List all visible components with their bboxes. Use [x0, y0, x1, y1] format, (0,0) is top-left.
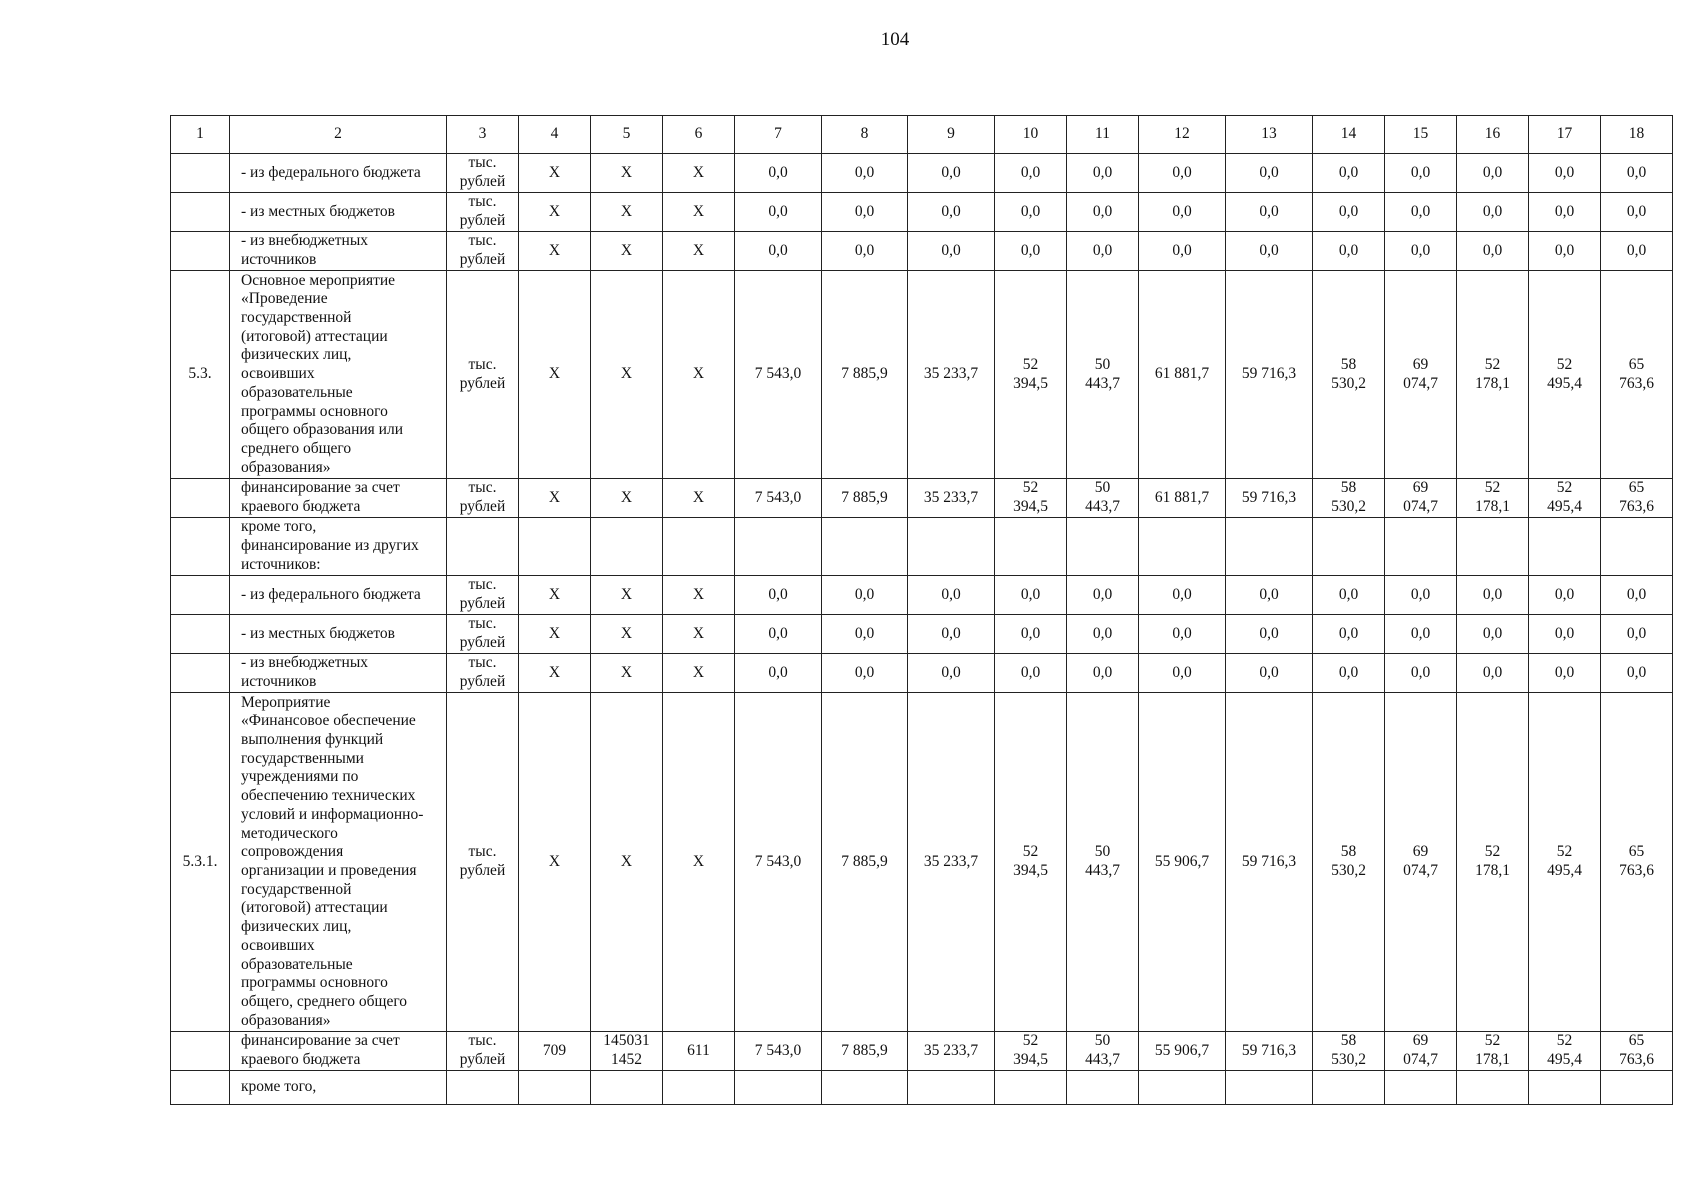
description-cell: Основное мероприятие «Проведение государственной (итоговой) аттестации физических лиц, освоивших образовательные программы основного общего образования или среднего общего образования»: [230, 271, 447, 479]
description-cell: кроме того,: [230, 1071, 447, 1105]
column-header: 15: [1385, 116, 1457, 154]
value-cell: [1226, 1071, 1313, 1105]
column-header: 14: [1313, 116, 1385, 154]
value-cell: [1313, 1071, 1385, 1105]
value-cell: 0,0: [908, 654, 995, 693]
value-cell: 0,0: [995, 232, 1067, 271]
row-number-cell: [171, 232, 230, 271]
value-cell: 0,0: [1139, 154, 1226, 193]
value-cell: 0,0: [1313, 654, 1385, 693]
value-cell: 0,0: [995, 154, 1067, 193]
value-cell: X: [519, 193, 591, 232]
value-cell: X: [591, 693, 663, 1032]
value-cell: 709: [519, 1032, 591, 1071]
value-cell: 0,0: [1067, 154, 1139, 193]
value-cell: 0,0: [1313, 232, 1385, 271]
value-cell: 0,0: [1529, 154, 1601, 193]
value-cell: [1601, 1071, 1673, 1105]
value-cell: 0,0: [1385, 232, 1457, 271]
value-cell: [1601, 518, 1673, 576]
value-cell: 0,0: [1313, 615, 1385, 654]
value-cell: 0,0: [908, 154, 995, 193]
description-cell: - из федерального бюджета: [230, 154, 447, 193]
value-cell: 58 530,2: [1313, 693, 1385, 1032]
value-cell: [735, 518, 822, 576]
value-cell: 65 763,6: [1601, 1032, 1673, 1071]
value-cell: 55 906,7: [1139, 693, 1226, 1032]
value-cell: X: [663, 693, 735, 1032]
value-cell: 0,0: [735, 232, 822, 271]
value-cell: 0,0: [1385, 193, 1457, 232]
value-cell: [663, 1071, 735, 1105]
unit-cell: тыс. рублей: [447, 693, 519, 1032]
value-cell: [822, 518, 908, 576]
column-header: 1: [171, 116, 230, 154]
value-cell: 0,0: [1529, 193, 1601, 232]
value-cell: 0,0: [735, 654, 822, 693]
value-cell: [519, 1071, 591, 1105]
value-cell: [1067, 518, 1139, 576]
row-number-cell: 5.3.: [171, 271, 230, 479]
unit-cell: тыс. рублей: [447, 576, 519, 615]
unit-cell: тыс. рублей: [447, 654, 519, 693]
value-cell: 0,0: [1385, 654, 1457, 693]
value-cell: 0,0: [1313, 193, 1385, 232]
table-row: [171, 576, 1673, 615]
value-cell: X: [519, 154, 591, 193]
value-cell: X: [519, 693, 591, 1032]
value-cell: X: [591, 654, 663, 693]
value-cell: 0,0: [735, 615, 822, 654]
unit-cell: тыс. рублей: [447, 271, 519, 479]
value-cell: 0,0: [1139, 615, 1226, 654]
value-cell: 50 443,7: [1067, 1032, 1139, 1071]
value-cell: 0,0: [735, 193, 822, 232]
value-cell: 58 530,2: [1313, 479, 1385, 518]
page-number: 104: [880, 29, 910, 50]
value-cell: 0,0: [1457, 154, 1529, 193]
value-cell: [1313, 518, 1385, 576]
value-cell: 52 394,5: [995, 479, 1067, 518]
column-header: 10: [995, 116, 1067, 154]
value-cell: X: [519, 654, 591, 693]
header-row: [171, 116, 1673, 154]
value-cell: 58 530,2: [1313, 1032, 1385, 1071]
value-cell: X: [519, 271, 591, 479]
value-cell: X: [591, 615, 663, 654]
value-cell: 0,0: [1139, 654, 1226, 693]
value-cell: 0,0: [822, 193, 908, 232]
column-header: 13: [1226, 116, 1313, 154]
value-cell: [995, 518, 1067, 576]
value-cell: 0,0: [1601, 232, 1673, 271]
value-cell: 0,0: [1139, 576, 1226, 615]
table-row: [171, 654, 1673, 693]
value-cell: 0,0: [735, 576, 822, 615]
value-cell: 59 716,3: [1226, 271, 1313, 479]
value-cell: 0,0: [822, 576, 908, 615]
value-cell: 145031 1452: [591, 1032, 663, 1071]
unit-cell: [447, 518, 519, 576]
value-cell: [908, 1071, 995, 1105]
value-cell: 7 543,0: [735, 1032, 822, 1071]
value-cell: 0,0: [822, 654, 908, 693]
value-cell: 59 716,3: [1226, 1032, 1313, 1071]
value-cell: 0,0: [908, 576, 995, 615]
row-number-cell: [171, 654, 230, 693]
value-cell: X: [663, 154, 735, 193]
value-cell: X: [591, 193, 663, 232]
unit-cell: тыс. рублей: [447, 1032, 519, 1071]
value-cell: 52 394,5: [995, 271, 1067, 479]
value-cell: 0,0: [1139, 193, 1226, 232]
value-cell: X: [663, 271, 735, 479]
column-header: 18: [1601, 116, 1673, 154]
value-cell: 0,0: [1601, 615, 1673, 654]
row-number-cell: [171, 1071, 230, 1105]
value-cell: [1067, 1071, 1139, 1105]
value-cell: X: [519, 615, 591, 654]
value-cell: 61 881,7: [1139, 479, 1226, 518]
unit-cell: тыс. рублей: [447, 193, 519, 232]
value-cell: 0,0: [1529, 615, 1601, 654]
value-cell: 7 543,0: [735, 479, 822, 518]
value-cell: 59 716,3: [1226, 693, 1313, 1032]
value-cell: 0,0: [1385, 154, 1457, 193]
value-cell: [1385, 518, 1457, 576]
description-cell: - из местных бюджетов: [230, 615, 447, 654]
row-number-cell: [171, 154, 230, 193]
value-cell: 0,0: [908, 615, 995, 654]
value-cell: 0,0: [1226, 654, 1313, 693]
table-row: [171, 518, 1673, 576]
value-cell: X: [591, 479, 663, 518]
value-cell: 0,0: [1067, 193, 1139, 232]
value-cell: X: [663, 576, 735, 615]
value-cell: [1529, 1071, 1601, 1105]
column-header: 8: [822, 116, 908, 154]
value-cell: 58 530,2: [1313, 271, 1385, 479]
value-cell: 0,0: [1529, 576, 1601, 615]
value-cell: 7 543,0: [735, 271, 822, 479]
value-cell: 0,0: [822, 154, 908, 193]
description-cell: - из федерального бюджета: [230, 576, 447, 615]
value-cell: 61 881,7: [1139, 271, 1226, 479]
value-cell: 0,0: [1529, 232, 1601, 271]
value-cell: X: [591, 232, 663, 271]
value-cell: 52 495,4: [1529, 1032, 1601, 1071]
table-row: [171, 615, 1673, 654]
value-cell: 0,0: [1457, 193, 1529, 232]
value-cell: 0,0: [1313, 576, 1385, 615]
value-cell: X: [663, 615, 735, 654]
value-cell: 7 885,9: [822, 271, 908, 479]
value-cell: 7 885,9: [822, 479, 908, 518]
value-cell: [1385, 1071, 1457, 1105]
value-cell: 7 885,9: [822, 1032, 908, 1071]
value-cell: 0,0: [735, 154, 822, 193]
column-header: 12: [1139, 116, 1226, 154]
unit-cell: тыс. рублей: [447, 479, 519, 518]
value-cell: 0,0: [908, 232, 995, 271]
value-cell: 0,0: [908, 193, 995, 232]
description-cell: финансирование за счет краевого бюджета: [230, 479, 447, 518]
value-cell: X: [663, 479, 735, 518]
table-row: [171, 1071, 1673, 1105]
column-header: 17: [1529, 116, 1601, 154]
unit-cell: тыс. рублей: [447, 232, 519, 271]
table-row: [171, 693, 1673, 1032]
value-cell: 69 074,7: [1385, 479, 1457, 518]
value-cell: 52 178,1: [1457, 271, 1529, 479]
unit-cell: [447, 1071, 519, 1105]
description-cell: - из внебюджетных источников: [230, 654, 447, 693]
row-number-cell: [171, 479, 230, 518]
value-cell: X: [519, 576, 591, 615]
value-cell: 35 233,7: [908, 693, 995, 1032]
value-cell: X: [591, 576, 663, 615]
value-cell: [1457, 1071, 1529, 1105]
value-cell: [995, 1071, 1067, 1105]
value-cell: 0,0: [1385, 576, 1457, 615]
value-cell: [735, 1071, 822, 1105]
value-cell: [591, 518, 663, 576]
value-cell: 0,0: [1529, 654, 1601, 693]
column-header: 4: [519, 116, 591, 154]
value-cell: [591, 1071, 663, 1105]
value-cell: 0,0: [995, 193, 1067, 232]
value-cell: 0,0: [1226, 193, 1313, 232]
value-cell: 0,0: [1457, 232, 1529, 271]
value-cell: X: [663, 232, 735, 271]
value-cell: [1139, 1071, 1226, 1105]
value-cell: 52 495,4: [1529, 693, 1601, 1032]
table-row: [171, 154, 1673, 193]
value-cell: 55 906,7: [1139, 1032, 1226, 1071]
column-header: 3: [447, 116, 519, 154]
table-row: [171, 1032, 1673, 1071]
value-cell: 0,0: [1067, 576, 1139, 615]
value-cell: X: [519, 232, 591, 271]
value-cell: X: [519, 479, 591, 518]
value-cell: 65 763,6: [1601, 479, 1673, 518]
table-body: [171, 116, 1673, 1105]
value-cell: 0,0: [1226, 615, 1313, 654]
table-row: [171, 479, 1673, 518]
column-header: 6: [663, 116, 735, 154]
value-cell: [1226, 518, 1313, 576]
value-cell: 69 074,7: [1385, 1032, 1457, 1071]
value-cell: 0,0: [1226, 576, 1313, 615]
value-cell: 0,0: [995, 576, 1067, 615]
value-cell: [1457, 518, 1529, 576]
value-cell: 52 178,1: [1457, 479, 1529, 518]
value-cell: 0,0: [822, 232, 908, 271]
description-cell: финансирование за счет краевого бюджета: [230, 1032, 447, 1071]
value-cell: 52 178,1: [1457, 693, 1529, 1032]
value-cell: 50 443,7: [1067, 479, 1139, 518]
value-cell: 0,0: [1601, 193, 1673, 232]
value-cell: X: [591, 271, 663, 479]
value-cell: 69 074,7: [1385, 693, 1457, 1032]
value-cell: [519, 518, 591, 576]
value-cell: 7 885,9: [822, 693, 908, 1032]
value-cell: 65 763,6: [1601, 693, 1673, 1032]
value-cell: [663, 518, 735, 576]
value-cell: 0,0: [1601, 576, 1673, 615]
value-cell: X: [663, 654, 735, 693]
value-cell: 0,0: [1385, 615, 1457, 654]
value-cell: 0,0: [1457, 615, 1529, 654]
value-cell: 0,0: [1067, 654, 1139, 693]
value-cell: 7 543,0: [735, 693, 822, 1032]
value-cell: 65 763,6: [1601, 271, 1673, 479]
value-cell: 35 233,7: [908, 1032, 995, 1071]
description-cell: - из внебюджетных источников: [230, 232, 447, 271]
value-cell: 0,0: [1226, 154, 1313, 193]
column-header: 5: [591, 116, 663, 154]
value-cell: 50 443,7: [1067, 271, 1139, 479]
column-header: 11: [1067, 116, 1139, 154]
value-cell: 611: [663, 1032, 735, 1071]
value-cell: 0,0: [1457, 654, 1529, 693]
value-cell: 0,0: [1067, 615, 1139, 654]
column-header: 16: [1457, 116, 1529, 154]
value-cell: 0,0: [1457, 576, 1529, 615]
value-cell: 0,0: [822, 615, 908, 654]
value-cell: 0,0: [1601, 654, 1673, 693]
value-cell: 50 443,7: [1067, 693, 1139, 1032]
table-row: [171, 271, 1673, 479]
value-cell: [908, 518, 995, 576]
unit-cell: тыс. рублей: [447, 615, 519, 654]
value-cell: X: [663, 193, 735, 232]
table-row: [171, 232, 1673, 271]
value-cell: 52 178,1: [1457, 1032, 1529, 1071]
column-header: 2: [230, 116, 447, 154]
value-cell: 0,0: [1226, 232, 1313, 271]
value-cell: 52 394,5: [995, 1032, 1067, 1071]
value-cell: X: [591, 154, 663, 193]
row-number-cell: [171, 1032, 230, 1071]
value-cell: 52 495,4: [1529, 479, 1601, 518]
value-cell: 0,0: [1139, 232, 1226, 271]
value-cell: 35 233,7: [908, 479, 995, 518]
value-cell: 59 716,3: [1226, 479, 1313, 518]
column-header: 9: [908, 116, 995, 154]
value-cell: 0,0: [1601, 154, 1673, 193]
description-cell: Мероприятие «Финансовое обеспечение выполнения функций государственными учреждениями по обеспечению технических условий и информационно- методического сопровождения организации и проведения государственной (итоговой) аттестации физических лиц, освоивших образовательные программы основного общего, среднего общего образования»: [230, 693, 447, 1032]
row-number-cell: [171, 576, 230, 615]
budget-table: [170, 115, 1673, 1105]
row-number-cell: [171, 193, 230, 232]
value-cell: 35 233,7: [908, 271, 995, 479]
value-cell: [1139, 518, 1226, 576]
value-cell: 0,0: [995, 615, 1067, 654]
description-cell: - из местных бюджетов: [230, 193, 447, 232]
description-cell: кроме того, финансирование из других источников:: [230, 518, 447, 576]
value-cell: 52 495,4: [1529, 271, 1601, 479]
unit-cell: тыс. рублей: [447, 154, 519, 193]
value-cell: 69 074,7: [1385, 271, 1457, 479]
row-number-cell: [171, 518, 230, 576]
row-number-cell: [171, 615, 230, 654]
value-cell: 52 394,5: [995, 693, 1067, 1032]
value-cell: [822, 1071, 908, 1105]
value-cell: 0,0: [995, 654, 1067, 693]
value-cell: [1529, 518, 1601, 576]
table-row: [171, 193, 1673, 232]
value-cell: 0,0: [1313, 154, 1385, 193]
value-cell: 0,0: [1067, 232, 1139, 271]
row-number-cell: 5.3.1.: [171, 693, 230, 1032]
column-header: 7: [735, 116, 822, 154]
